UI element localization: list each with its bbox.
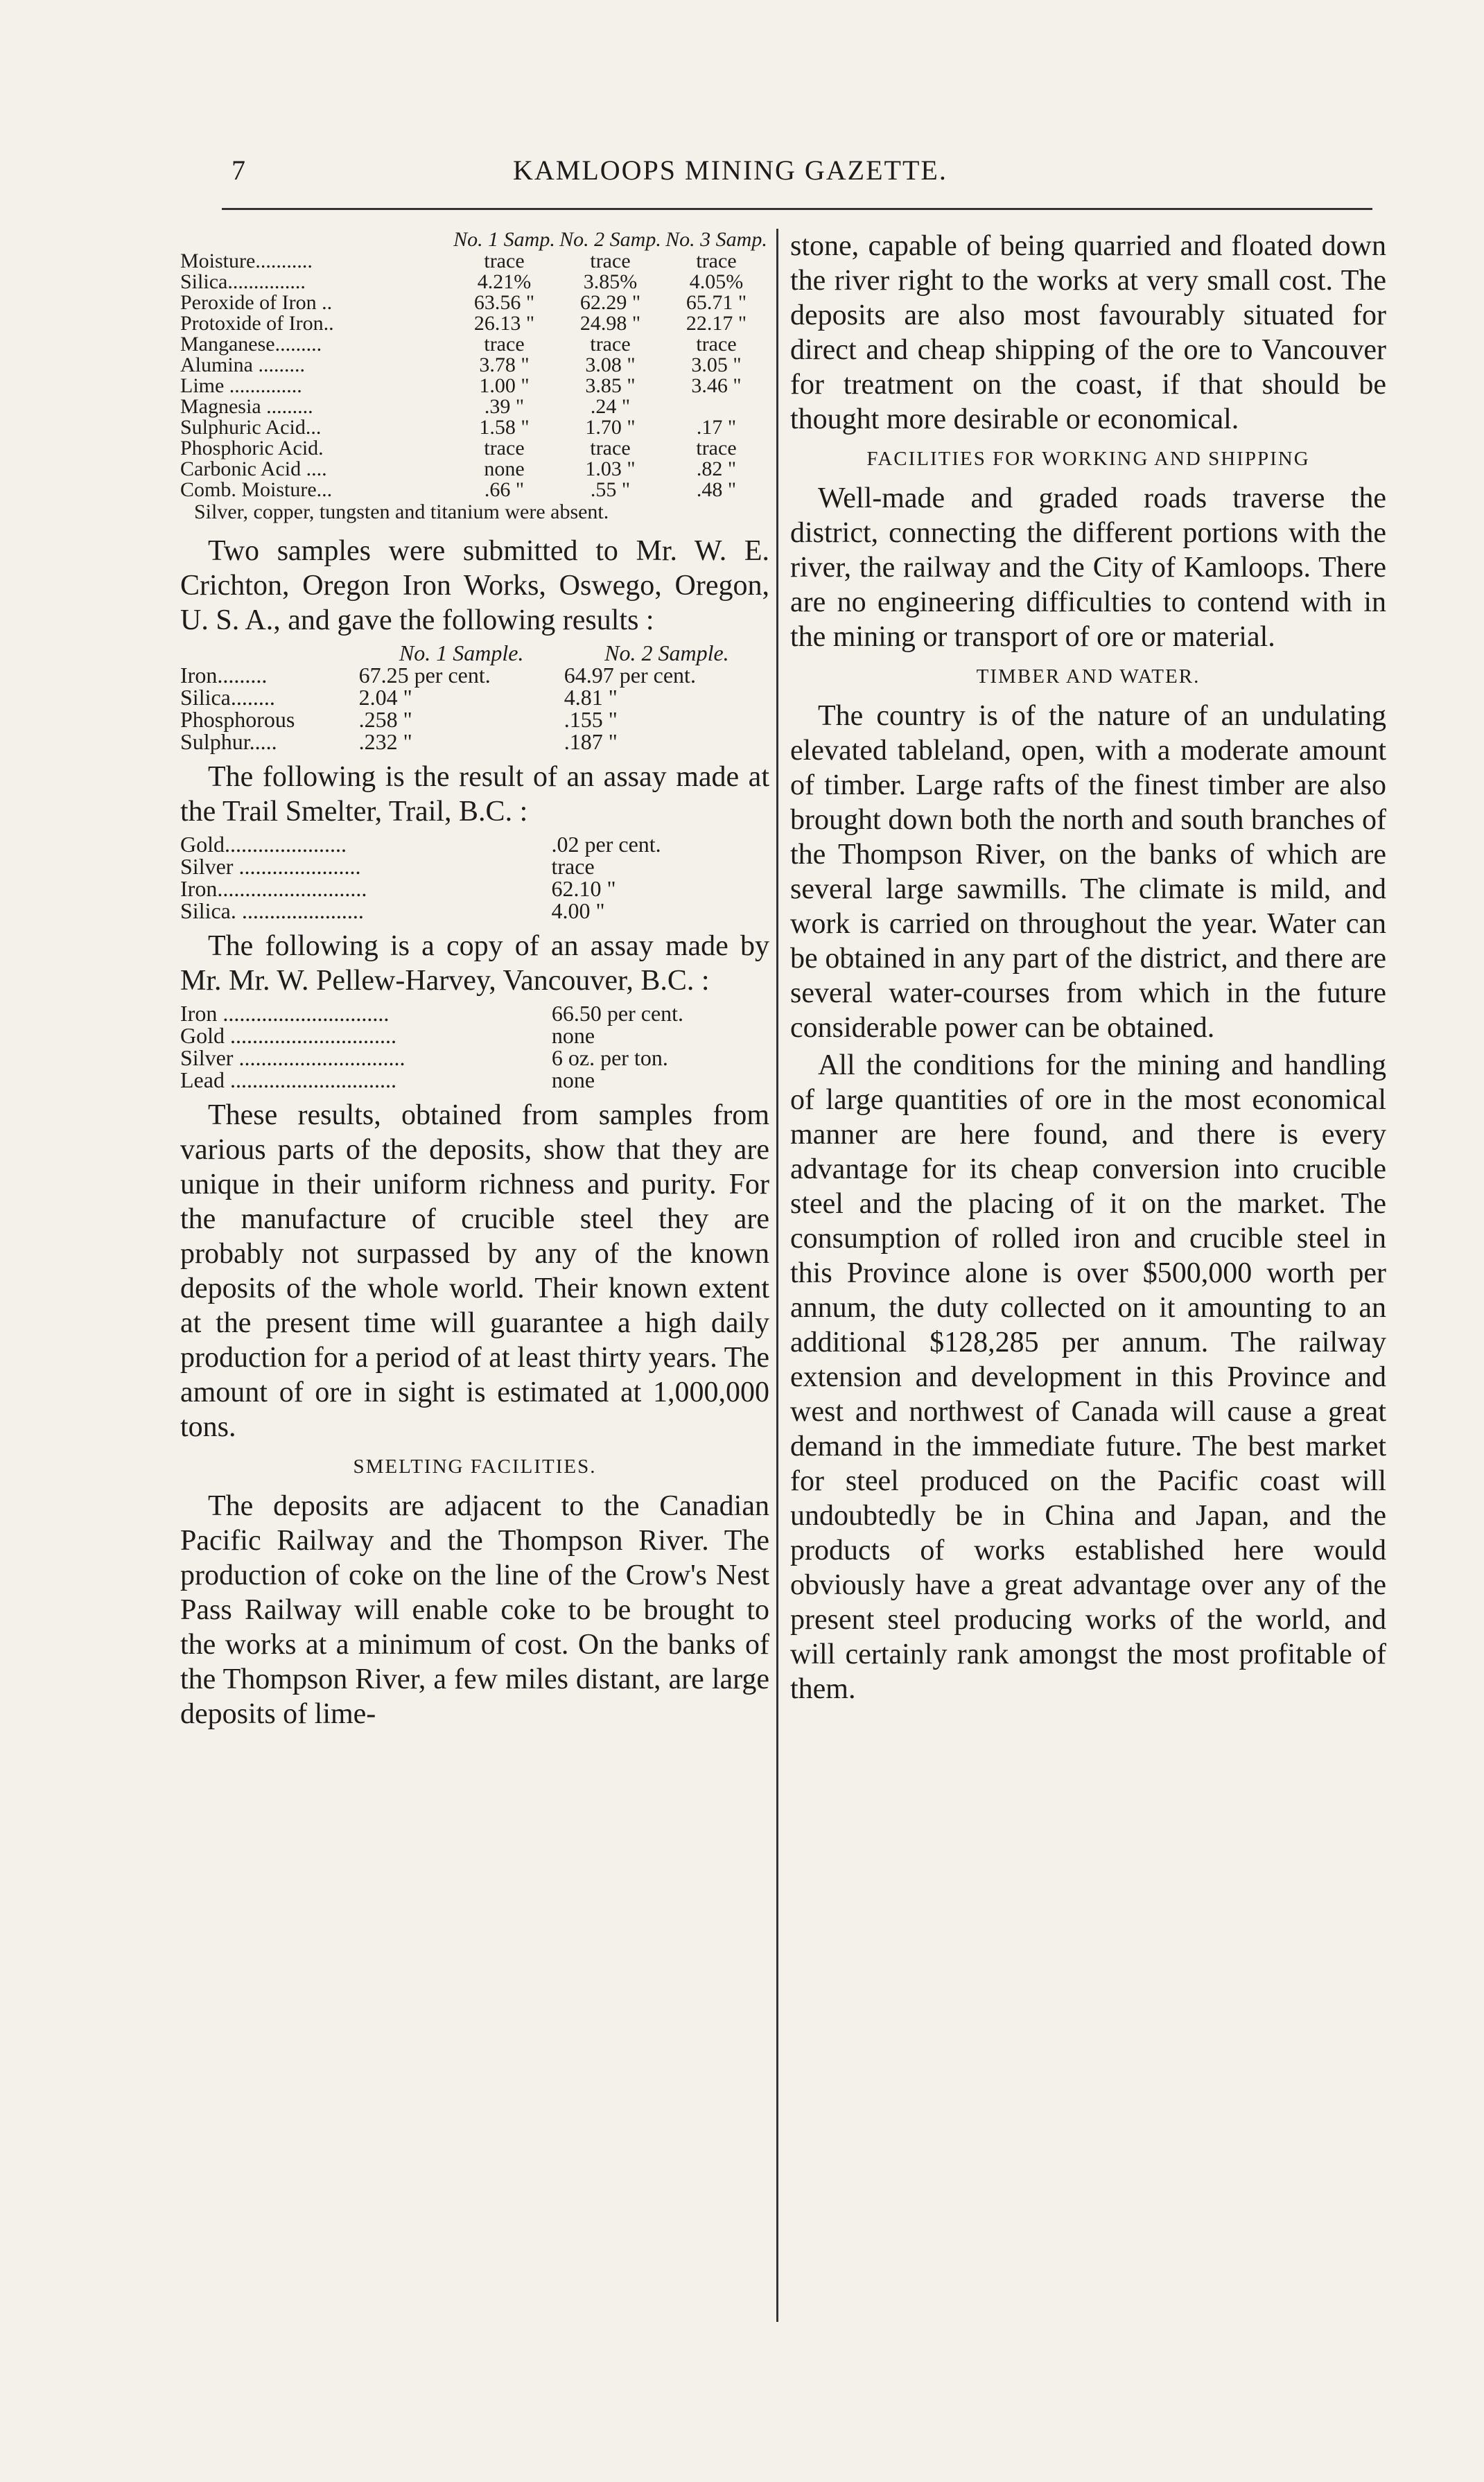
table-cell: 1.58 " xyxy=(479,416,530,439)
analysis-note: Silver, copper, tungsten and titanium were absent. xyxy=(194,500,609,523)
analysis-header: No. 1 Samp. xyxy=(453,228,555,251)
publication-title: KAMLOOPS MINING GAZETTE. xyxy=(513,155,948,186)
table-cell: trace xyxy=(590,333,631,356)
table-cell: .155 " xyxy=(564,707,618,732)
table-row xyxy=(180,334,769,355)
table-cell: 3.46 " xyxy=(691,374,742,397)
table-cell: .66 " xyxy=(484,478,525,501)
paragraph: Two samples were submitted to Mr. W. E. Crichton, Oregon Iron Works, Oswego, Oregon, U. S. A., and gave the following results : xyxy=(180,535,769,636)
trail-smelter-table xyxy=(180,833,769,922)
table-cell: 24.98 " xyxy=(579,312,641,335)
table-row xyxy=(180,877,769,900)
table-cell: Silica........ xyxy=(180,685,275,710)
table-row xyxy=(180,313,769,334)
table-cell: trace xyxy=(484,333,525,356)
analysis-header: No. 2 Samp. xyxy=(559,228,661,251)
table-cell: 1.03 " xyxy=(585,457,636,480)
table-cell: 66.50 per cent. xyxy=(551,1001,684,1026)
table-cell: .55 " xyxy=(590,478,631,501)
table-cell: Iron .............................. xyxy=(180,1001,390,1026)
column-divider xyxy=(776,229,778,2322)
table-cell: Sulphur..... xyxy=(180,729,277,754)
table-cell: .258 " xyxy=(358,707,412,732)
page-header xyxy=(222,147,1372,195)
table-cell: .187 " xyxy=(564,729,618,754)
table-cell: .82 " xyxy=(696,457,737,480)
section-heading: FACILITIES FOR WORKING AND SHIPPING xyxy=(866,448,1310,470)
paragraph: stone, capable of being quarried and floated down the river right to the works at very small cost. The deposits are also most favourably situated for direct and cheap shipping of the ore to Vancouver for treatment on the coast, if that should be thought more desirable or economical. xyxy=(790,230,1386,435)
table-cell: Phosphoric Acid. xyxy=(180,437,324,460)
analysis-table xyxy=(180,229,769,500)
table-row xyxy=(180,480,769,500)
table-row xyxy=(180,833,769,855)
table-row xyxy=(180,664,769,686)
table-cell: Lead .............................. xyxy=(180,1067,396,1092)
table-cell: none xyxy=(551,1067,595,1092)
table-cell: trace xyxy=(696,437,737,460)
table-cell: Protoxide of Iron.. xyxy=(180,312,334,335)
table-cell: 22.17 " xyxy=(686,312,747,335)
table-cell: 1.00 " xyxy=(479,374,530,397)
table-cell: 3.78 " xyxy=(479,353,530,376)
table-cell: Manganese......... xyxy=(180,333,322,356)
table-row xyxy=(180,1069,769,1091)
table-cell: 4.00 " xyxy=(551,898,605,923)
analysis-header: No. 3 Samp. xyxy=(665,228,767,251)
table-cell: 1.70 " xyxy=(585,416,636,439)
table-cell: 6 oz. per ton. xyxy=(551,1045,668,1070)
paragraph: The deposits are adjacent to the Canadian Pacific Railway and the Thompson River. The production of coke on the line of the Crow's Nest Pass Railway will enable coke to be brought to the works at a minimum of cost. On the banks of the Thompson River, a few miles distant, are large deposits of lime- xyxy=(180,1490,769,1730)
paragraph: All the conditions for the mining and handling of large quantities of ore in the most economical manner are here found, and there is every advantage for its cheap conversion into crucible steel and the placing of it on the market. The consumption of rolled iron and crucible steel in this Province alone is over $500,000 worth per annum, the duty collected on it amounting to an additional $128,285 per annum. The railway extension and development in this Province and west and northwest of Canada will cause a great demand in the immediate future. The best market for steel produced on the Pacific coast will undoubtedly be in China and Japan, and the products of works established here would obviously have a great advantage over any of the present steel producing works of the world, and will certainly rank amongst the most profitable of them. xyxy=(790,1049,1386,1705)
section-heading: TIMBER AND WATER. xyxy=(976,665,1201,688)
table-cell: 62.29 " xyxy=(579,291,641,314)
table-cell: 3.05 " xyxy=(691,353,742,376)
table-cell: Moisture........... xyxy=(180,250,313,272)
table-header xyxy=(180,642,359,664)
left-column xyxy=(180,229,769,1734)
table-row xyxy=(180,272,769,292)
table-cell: 3.85% xyxy=(583,270,638,293)
table-cell: none xyxy=(484,457,525,480)
table-row xyxy=(180,251,769,272)
table-cell: trace xyxy=(590,250,631,272)
table-cell: Silica............... xyxy=(180,270,306,293)
table-cell: 62.10 " xyxy=(551,876,616,901)
table-row xyxy=(180,417,769,438)
analysis-header-row xyxy=(180,229,769,251)
table-cell: trace xyxy=(551,854,595,879)
table-cell: 65.71 " xyxy=(686,291,747,314)
table-cell: .232 " xyxy=(358,729,412,754)
table-cell: .02 per cent. xyxy=(551,832,661,857)
table-row xyxy=(180,355,769,376)
header-rule xyxy=(222,208,1372,210)
table-cell: trace xyxy=(696,333,737,356)
paragraph: The following is a copy of an assay made by Mr. Mr. W. Pellew-Harvey, Vancouver, B.C. : xyxy=(180,930,769,997)
table-cell: none xyxy=(551,1023,595,1048)
table-cell: .48 " xyxy=(696,478,737,501)
analysis-header xyxy=(180,229,451,251)
table-cell: trace xyxy=(484,250,525,272)
table-row xyxy=(180,686,769,708)
table-header: No. 1 Sample. xyxy=(399,640,524,665)
table-row xyxy=(180,1002,769,1024)
pellew-harvey-table xyxy=(180,1002,769,1091)
table-row xyxy=(180,438,769,459)
table-cell: 26.13 " xyxy=(473,312,535,335)
table-row xyxy=(180,292,769,313)
table-cell: Sulphuric Acid... xyxy=(180,416,322,439)
table-cell: Peroxide of Iron .. xyxy=(180,291,333,314)
table-cell: 4.81 " xyxy=(564,685,618,710)
paragraph: These results, obtained from samples from various parts of the deposits, show that they are unique in their uniform richness and purity. For the manufacture of crucible steel they are probably not surpassed by any of the known deposits of the whole world. Their known extent at the present time will guarantee a high daily production for a period of at least thirty years. The amount of ore in sight is estimated at 1,000,000 tons. xyxy=(180,1099,769,1443)
table-cell: 4.21% xyxy=(477,270,532,293)
paragraph: The country is of the nature of an undulating elevated tableland, open, with a moderate amount of timber. Large rafts of the finest timber are also brought down both the north and south branches of the Thompson River, on the banks of which are several large sawmills. The climate is mild, and work is carried on throughout the year. Water can be obtained in any part of the district, and there are several water-courses from which in the future considerable power can be obtained. xyxy=(790,700,1386,1044)
crichton-header-row xyxy=(180,642,769,664)
table-cell: Gold .............................. xyxy=(180,1023,396,1048)
paragraph: Well-made and graded roads traverse the district, connecting the different portions with the river, the railway and the City of Kamloops. There are no engineering difficulties to contend with in the mining or transport of ore or material. xyxy=(790,482,1386,653)
table-row xyxy=(180,900,769,922)
table-cell: Lime .............. xyxy=(180,374,302,397)
table-row xyxy=(180,1047,769,1069)
table-cell: trace xyxy=(696,250,737,272)
table-cell: Silica. ...................... xyxy=(180,898,364,923)
section-heading: SMELTING FACILITIES. xyxy=(353,1456,597,1478)
table-row xyxy=(180,376,769,396)
page-number: 7 xyxy=(232,155,247,186)
table-cell: Comb. Moisture... xyxy=(180,478,333,501)
right-column xyxy=(790,229,1386,1709)
table-cell: Iron......... xyxy=(180,663,268,688)
table-row xyxy=(180,396,769,417)
table-cell: 3.08 " xyxy=(585,353,636,376)
table-cell: 63.56 " xyxy=(473,291,535,314)
table-row xyxy=(180,731,769,753)
table-row xyxy=(180,708,769,731)
table-cell: .17 " xyxy=(696,416,737,439)
table-header: No. 2 Sample. xyxy=(604,640,729,665)
table-cell: Iron........................... xyxy=(180,876,367,901)
table-cell: .39 " xyxy=(484,395,525,418)
table-row xyxy=(180,1024,769,1047)
table-cell: Silver ...................... xyxy=(180,854,361,879)
paragraph: The following is the result of an assay made at the Trail Smelter, Trail, B.C. : xyxy=(180,761,769,828)
table-row xyxy=(180,459,769,480)
table-cell xyxy=(663,396,769,417)
table-cell: 2.04 " xyxy=(358,685,412,710)
table-cell: trace xyxy=(484,437,525,460)
table-row xyxy=(180,855,769,877)
table-cell: Silver .............................. xyxy=(180,1045,405,1070)
crichton-table xyxy=(180,642,769,753)
table-cell: Magnesia ......... xyxy=(180,395,313,418)
table-cell: .24 " xyxy=(590,395,631,418)
table-cell: Phosphorous xyxy=(180,707,295,732)
table-cell: 67.25 per cent. xyxy=(358,663,491,688)
table-cell: trace xyxy=(590,437,631,460)
table-cell: Carbonic Acid .... xyxy=(180,457,327,480)
table-cell: 3.85 " xyxy=(585,374,636,397)
table-cell: Gold...................... xyxy=(180,832,347,857)
table-cell: 64.97 per cent. xyxy=(564,663,696,688)
table-cell: 4.05% xyxy=(689,270,744,293)
table-cell: Alumina ......... xyxy=(180,353,305,376)
